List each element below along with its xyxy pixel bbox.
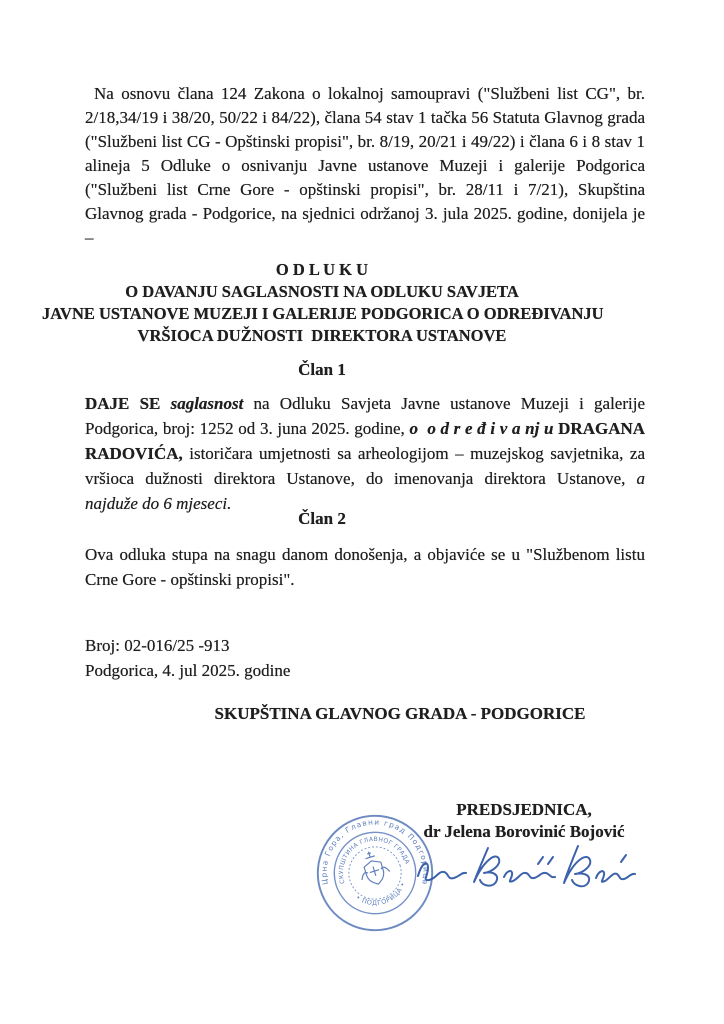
handwritten-signature xyxy=(414,836,640,896)
decision-title-line-4: VRŠIOCA DUŽNOSTI DIREKTORA USTANOVE xyxy=(137,326,507,345)
decision-title xyxy=(42,259,602,347)
article-1-odredjivanju: o o d r e đ i v a nj u xyxy=(409,419,554,438)
stamp-coat-of-arms xyxy=(355,847,393,888)
article-1-duration: a najduže do 6 mjeseci. xyxy=(85,469,645,513)
stamp-inner-bottom-text: • ПОДГОРИЦА • xyxy=(354,880,408,907)
decision-title-word: O D L U K U xyxy=(275,260,369,279)
preamble-paragraph: Na osnovu člana 124 Zakona o lokalnoj samoupravi ("Službeni list CG", br. 2/18,34/19 i 38/20, 50/22 i 84/22), člana 54 stav 1 tačka 56 Statuta Glavnog grada ("Službeni list CG - Opštinski propisi", br. 8/19, 20/21 i 49/22) i člana 6 i 8 stav 1 alineja 5 Odluke o osnivanju Javne ustanove Muzeji i galerije Podgorica ("Službeni list Crne Gore - opštinski propisi", br. 28/11 i 7/21), Skupština Glavnog grada - Podgorice, na sjednici održanoj 3. jula 2025. godine, donijela je – xyxy=(85,84,645,247)
issuer-assembly-line: SKUPŠTINA GLAVNOG GRADA - PODGORICE xyxy=(214,704,586,723)
reference-block xyxy=(85,633,290,683)
reference-number: Broj: 02-016/25 -913 xyxy=(85,636,230,655)
article-2-paragraph: Ova odluka stupa na snagu danom donošenja, a objaviće se u "Službenom listu Crne Gore - opštinski propisi". xyxy=(85,545,645,589)
article-1-body-1: na Odluku Savjeta Javne ustanove Muzeji i galerije Podgorica, broj: 1252 od 3. juna 2025. godine, xyxy=(85,394,646,438)
article-1-daje-se: DAJE SE xyxy=(85,394,161,413)
stamp-inner-top-text: СКУПШТИНА ГЛАВНОГ ГРАДА xyxy=(337,835,411,885)
decision-title-line-2: O DAVANJU SAGLASNOSTI NA ODLUKU SAVJETA xyxy=(125,282,519,301)
signatory-name: dr Jelena Borovinić Bojović xyxy=(423,822,625,841)
article-1-person-name: DRAGANA RADOVIĆA, xyxy=(85,419,646,463)
signatory-role: PREDSJEDNICA, xyxy=(456,800,592,819)
article-1-saglasnost: saglasnost xyxy=(170,394,244,413)
article-1-heading: Član 1 xyxy=(298,360,346,379)
decision-title-line-3: JAVNE USTANOVE MUZEJI I GALERIJE PODGORICA O ODREĐIVANJU xyxy=(42,304,604,323)
article-1-body-2: istoričara umjetnosti sa arheologijom – muzejskog savjetnika, za vršioca dužnosti direktora Ustanove, do imenovanja direktora Ustanove, xyxy=(85,444,645,488)
reference-place-date: Podgorica, 4. jul 2025. godine xyxy=(85,661,291,680)
stamp-outer-text: Црна Гора, Главни град Подгорица xyxy=(319,817,431,887)
article-2-heading: Član 2 xyxy=(298,509,346,528)
article-1-paragraph xyxy=(85,391,645,516)
